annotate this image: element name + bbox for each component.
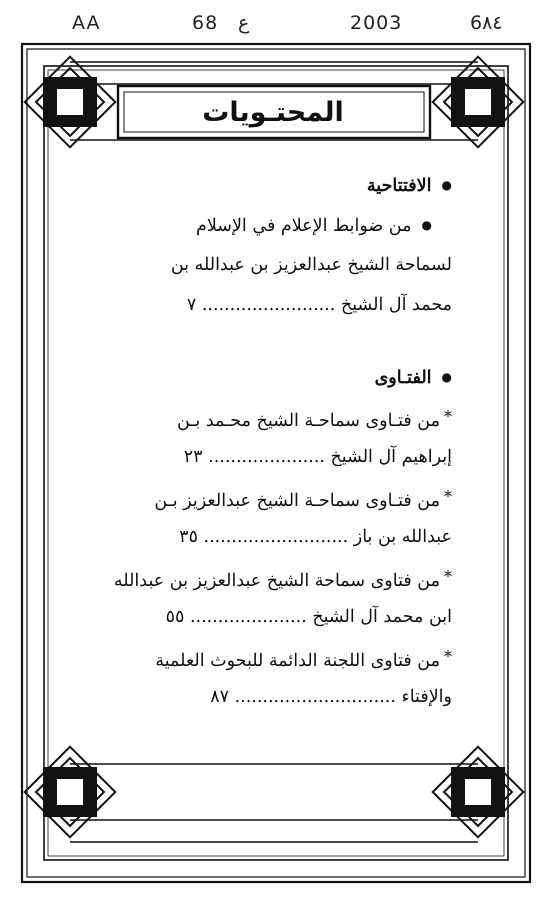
margin-note: ع bbox=[238, 12, 250, 34]
toc-entry: * من فتاوى اللجنة الدائمة للبحوث العلمية bbox=[100, 637, 452, 677]
fatawa-heading: ● الفتـاوى bbox=[100, 357, 452, 397]
margin-note: 68 bbox=[192, 12, 219, 34]
intro-author-line: لسماحة الشيخ عبدالعزيز بن عبدالله بن bbox=[170, 255, 452, 275]
toc-entry-page: والإفتاء ............................. ٨٧ bbox=[210, 687, 452, 707]
toc-entry-page: عبدالله بن باز .......................... ٣٥ bbox=[179, 527, 452, 547]
corner-ornament-bl bbox=[25, 747, 116, 838]
toc-entry-page: إبراهيم آل الشيخ ..................... ٢٣ bbox=[183, 447, 452, 467]
intro-heading: ● الافتتاحية bbox=[100, 165, 452, 205]
toc-entry: * من فتـاوى سماحـة الشيخ عبدالعزيز بـن bbox=[100, 477, 452, 517]
toc-entry: * من فتاوى سماحة الشيخ عبدالعزيز بن عبدالله bbox=[100, 557, 452, 597]
intro-item: ● من ضوابط الإعلام في الإسلام bbox=[100, 205, 452, 245]
margin-note: AA bbox=[72, 12, 101, 34]
toc-entry-page: ابن محمد آل الشيخ ..................... ٥٥ bbox=[165, 607, 452, 627]
margin-note: 2003 bbox=[350, 12, 403, 34]
corner-ornament-br bbox=[433, 747, 524, 838]
toc-entry: * من فتـاوى سماحـة الشيخ محـمد بـن bbox=[100, 397, 452, 437]
title-box bbox=[120, 88, 426, 136]
intro-author-line: محمد آل الشيخ ........................ ٧ bbox=[186, 295, 452, 315]
table-of-contents bbox=[100, 165, 452, 717]
margin-note: 6٨٤ bbox=[470, 12, 503, 34]
page-title: المحتـويات bbox=[202, 96, 344, 128]
